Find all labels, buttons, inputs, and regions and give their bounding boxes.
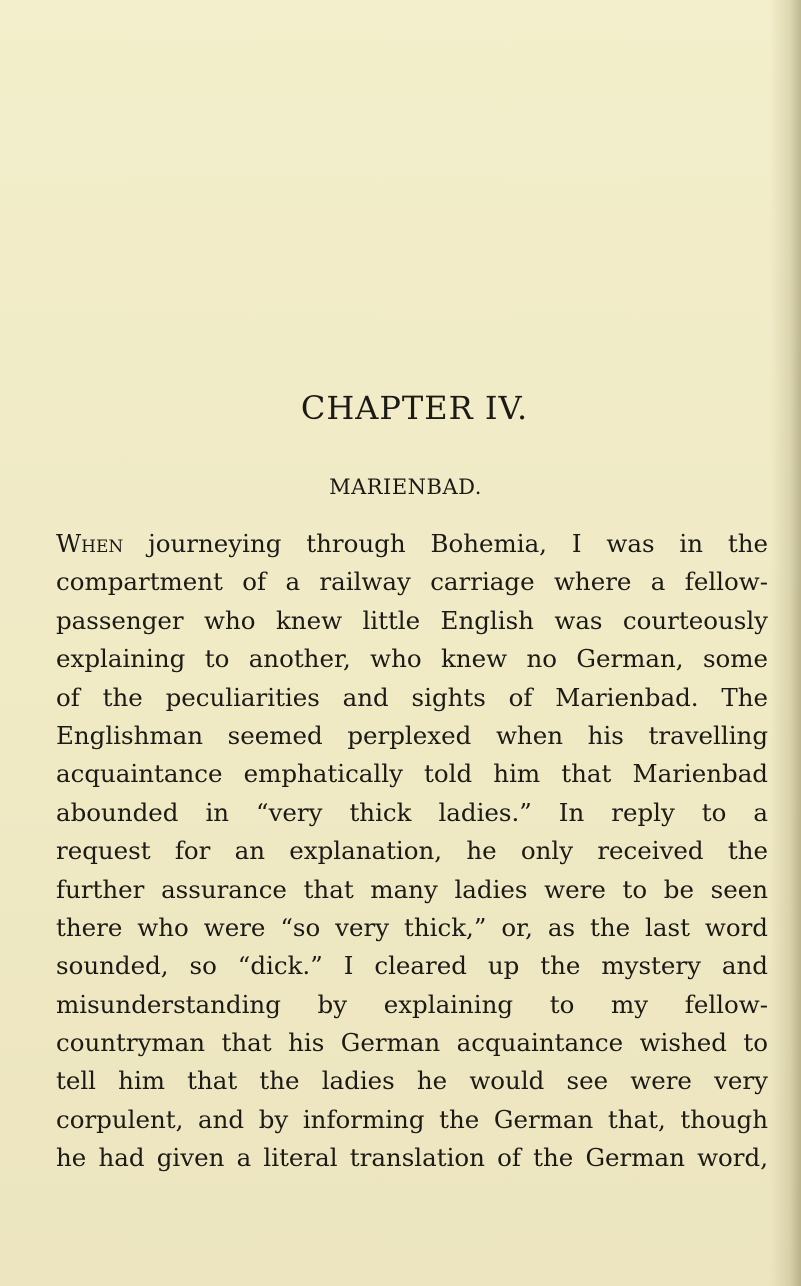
text-line: countryman that his German acquaintance wished to [56, 1028, 768, 1058]
text-line: further assurance that many ladies were to be seen [56, 874, 768, 904]
chapter-title: MARIENBAD. [329, 475, 482, 499]
first-line-text: journeying through Bohemia, I was in the [123, 529, 768, 558]
text-line: tell him that the ladies he would see were very [56, 1066, 768, 1096]
text-line: acquaintance emphatically told him that Marienbad [56, 759, 768, 789]
text-line: request for an explanation, he only received the [56, 836, 768, 866]
text-line: passenger who knew little English was courteously [56, 605, 768, 635]
text-line: abounded in “very thick ladies.” In reply to a [56, 797, 768, 827]
text-line: corpulent, and by informing the German that, though [56, 1104, 768, 1134]
body-paragraph [56, 525, 768, 1178]
text-line: sounded, so “dick.” I cleared up the mystery and [56, 951, 768, 981]
text-line: he had given a literal translation of the German word, [56, 1143, 768, 1173]
chapter-heading: CHAPTER IV. [300, 389, 529, 427]
text-line: Englishman seemed perplexed when his travelling [56, 720, 768, 750]
text-line: misunderstanding by explaining to my fellow- [56, 989, 768, 1019]
opening-word: When [56, 529, 124, 558]
text-line: explaining to another, who knew no German, some [56, 644, 768, 674]
text-line: of the peculiarities and sights of Marienbad. The [56, 682, 768, 712]
text-line [56, 525, 768, 563]
text-line: compartment of a railway carriage where a fellow- [56, 567, 768, 597]
text-line: there who were “so very thick,” or, as the last word [56, 912, 768, 942]
